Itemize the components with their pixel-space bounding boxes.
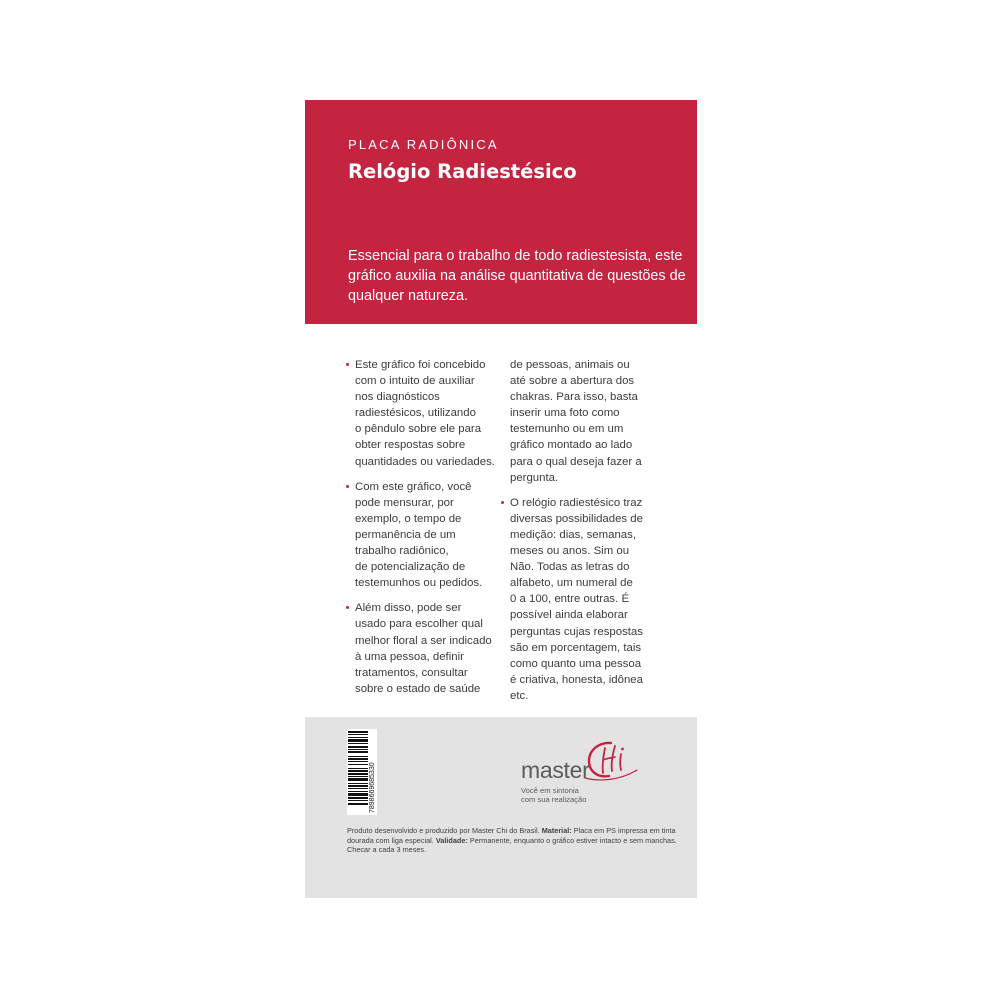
barcode-bar [348,751,368,753]
barcode-bar [348,731,368,733]
barcode-bar [348,764,368,765]
barcode-graphic [347,729,377,815]
barcode-bar [348,761,368,762]
legal-text-part: Placa em PS impressa em tinta dourada com liga especial. [347,826,676,845]
barcode-bar [348,793,368,796]
product-kicker: PLACA RADIÔNICA [348,137,499,152]
barcode-bar [348,770,368,772]
legal-text-part: Produto desenvolvido e produzido por Master Chi do Brasil. [347,826,542,835]
barcode-bar [348,737,368,738]
description-paragraph: Este gráfico foi concebido com o intuito de auxiliar nos diagnósticos radiestésicos, utilizando o pêndulo sobre ele para obter respostas sobre quantidades ou variedades. [355,357,525,470]
description-paragraph: Com este gráfico, você pode mensurar, por exemplo, o tempo de permanência de um trabalho radiônico, de potencialização de testemunhos ou pedidos. [355,479,525,592]
barcode-bar [348,743,368,744]
barcode-number: 7898669685330 [369,762,376,813]
barcode-bar [348,776,368,777]
barcode-bar [348,800,368,801]
barcode-bar [348,734,368,735]
barcode-bar [348,797,368,799]
chi-logo-mark [581,740,643,784]
barcode-bar [348,791,368,792]
legal-text-part: Permanente, enquanto o gráfico estiver intacto e sem manchas. Checar a cada 3 meses. [347,835,677,855]
barcode-bar [348,785,368,787]
product-title: Relógio Radiestésico [348,160,577,183]
barcode-bar [348,746,368,748]
barcode [347,729,377,815]
product-card [305,100,697,898]
barcode-bar [348,783,368,784]
barcode-bar [348,739,368,742]
description-paragraph: de pessoas, animais ou até sobre a abertura dos chakras. Para isso, basta inserir uma foto como testemunho ou em um gráfico montado ao lado para o qual deseja fazer a pergunta. [510,359,642,484]
barcode-bar [348,778,368,781]
material-label: Material: [541,826,572,835]
header-panel [305,100,697,324]
description-column-left [355,357,525,706]
validade-label: Validade: [435,835,468,845]
barcode-bar [348,768,368,769]
barcode-bar [348,773,368,775]
barcode-bar [348,758,368,760]
description-paragraph: O relógio radiestésico traz diversas possibilidades de medição: dias, semanas, meses ou anos. Sim ou Não. Todas as letras do alfabeto, um numeral de 0 a 100, entre outras. É possível ainda elaborar perguntas cujas respostas são em porcentagem, tais como quanto uma pessoa é criativa, honesta, idônea etc. [510,495,690,704]
barcode-bar [348,803,368,805]
legal-text [347,826,693,855]
description-paragraph: Além disso, pode ser usado para escolher qual melhor floral a ser indicado à uma pessoa, definir tratamentos, consultar sobre o estado de saúde [355,600,525,697]
footer-panel [305,717,697,898]
description-column-right [510,357,690,713]
product-intro: Essencial para o trabalho de todo radiestesista, este gráfico auxilia na análise quantitativa de questões de qualquer natureza. [348,248,686,304]
barcode-bar [348,749,368,750]
barcode-bar [348,788,368,789]
logo-wordmark: master [521,757,590,783]
logo-tagline: Você em sintonia com sua realização [521,786,587,804]
description-body [305,357,697,702]
barcode-bar [348,756,368,757]
